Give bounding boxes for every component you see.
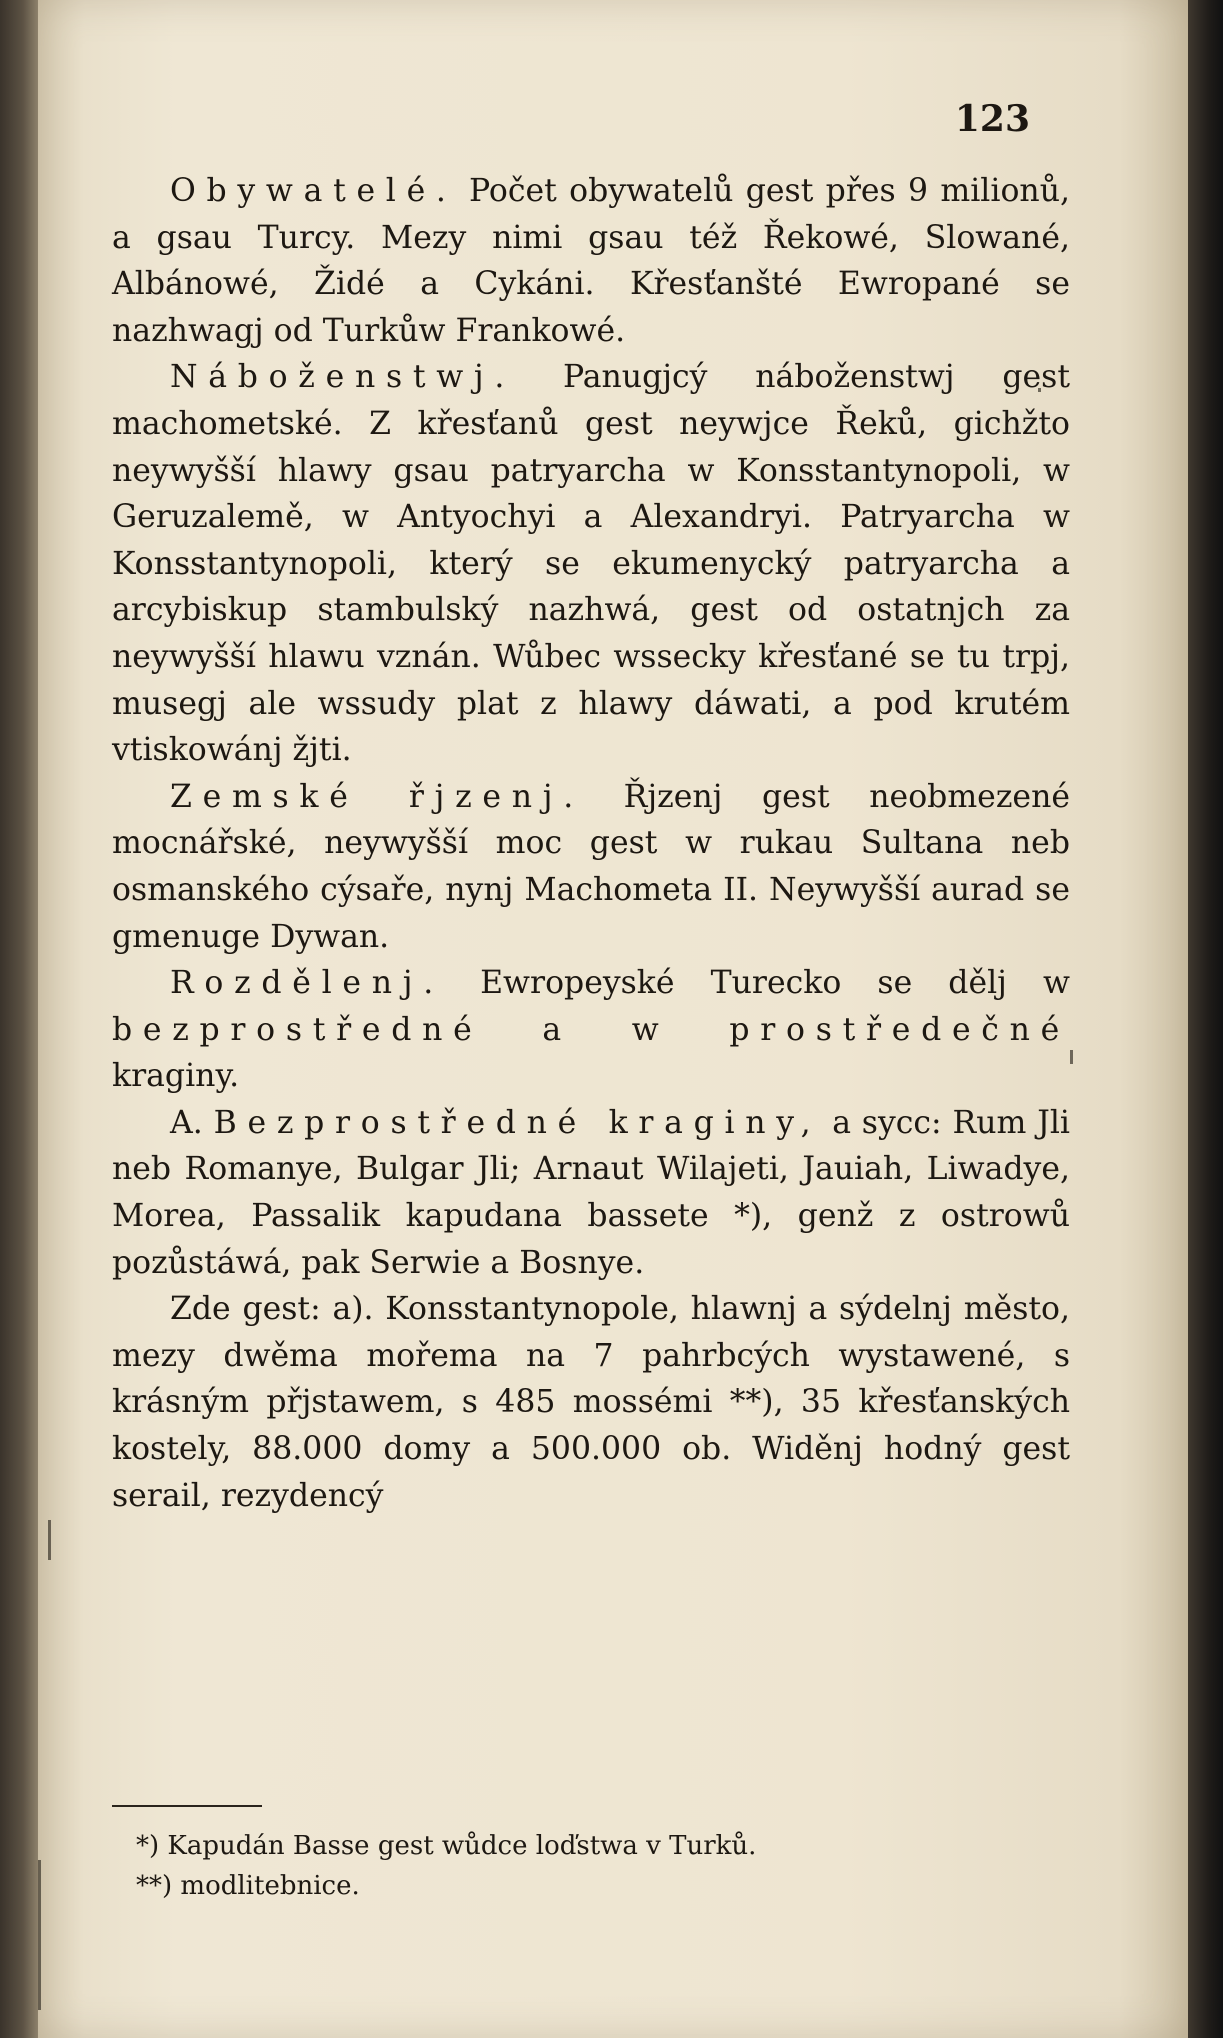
paragraph-text: Ewropeyské Turecko se dělj w	[480, 965, 1070, 1002]
paragraph-text: Řjzenj gest neobmezené mocnářské, neywyšší moc gest w rukau Sultana neb osmanského cýsaře, nynj Machometa II. Neywyšší aurad se gmenuge Dywan.	[112, 778, 1070, 955]
paragraph-text: a). Konsstantynopole, hlawnj a sýdelnj město, mezy dwěma mořema na 7 pahrbcých wystawené, s krásným přjstawem, s 485 mossémi **), 35 křesťanských kostely, 88.000 domy a 500.000 ob. Widěnj hodný gest serail, rezydencý	[112, 1291, 1071, 1514]
paragraph-inhabitants	[112, 168, 1070, 354]
paragraph-lead: A.	[170, 1104, 203, 1141]
paragraph-government	[112, 774, 1070, 960]
stray-mark	[1070, 1050, 1073, 1064]
book-right-edge	[1188, 0, 1223, 2038]
paragraph-direct-provinces	[112, 1100, 1070, 1286]
paragraph-spaced-text: Bezprostředné kraginy,	[213, 1104, 822, 1141]
stray-mark	[48, 1520, 51, 1560]
paragraph-text: a sycc: Rum Jli neb Romanye, Bulgar Jli; Arnaut Wilajeti, Jauiah, Liwadye, Morea, Passalik kapudana bassete *), genž z ostrowů pozůstáwá, pak Serwie a Bosnye.	[112, 1104, 1070, 1281]
stray-mark	[38, 1860, 41, 2010]
paragraph-heading: Obywatelé.	[170, 173, 457, 209]
paragraph-heading: Náboženstwj.	[170, 359, 516, 396]
paragraph-heading: Rozdělenj.	[170, 965, 444, 1002]
paragraph-constantinople	[112, 1286, 1070, 1519]
paragraph-tail: kraginy.	[112, 1058, 240, 1095]
page-number: 123	[954, 98, 1030, 140]
footnote: **) modlitebnice.	[136, 1871, 360, 1901]
paragraph-heading: Zemské řjzenj.	[170, 778, 584, 815]
body-text	[112, 168, 1070, 1519]
footnotes	[136, 1826, 1036, 1906]
footnote: *) Kapudán Basse gest wůdce loďstwa v Turků.	[136, 1831, 757, 1861]
footnote-rule	[112, 1805, 262, 1807]
paragraph-religion	[112, 354, 1070, 773]
paragraph-division	[112, 960, 1070, 1100]
paragraph-text: Panugjcý náboženstwj gest machometské. Z křesťanů gest neywjce Řeků, gichžto neywyšší hlawy gsau patryarcha w Konsstantynopoli, w Geruzalemě, w Antyochyi a Alexandryi. Patryarcha w Konsstantynopoli, který se ekumenycký patryarcha a arcybiskup stambulský nazhwá, gest od ostatnjch za neywyšší hlawu vznán. Wůbec wssecky křesťané se tu trpj, musegj ale wssudy plat z hlawy dáwati, a pod krutém vtiskowánj žjti.	[112, 359, 1071, 769]
paragraph-heading: Zde gest:	[170, 1291, 321, 1328]
book-left-edge	[0, 0, 38, 2038]
paragraph-spaced-text: bezprostředné a w prostředečné	[112, 1011, 1070, 1048]
paragraph-text: Počet obywatelů gest přes 9 milionů, a gsau Turcy. Mezy nimi gsau též Řekowé, Slowané, Albánowé, Židé a Cykáni. Křesťanšté Ewropané se nazhwagj od Turkůw Frankowé.	[112, 173, 1070, 349]
